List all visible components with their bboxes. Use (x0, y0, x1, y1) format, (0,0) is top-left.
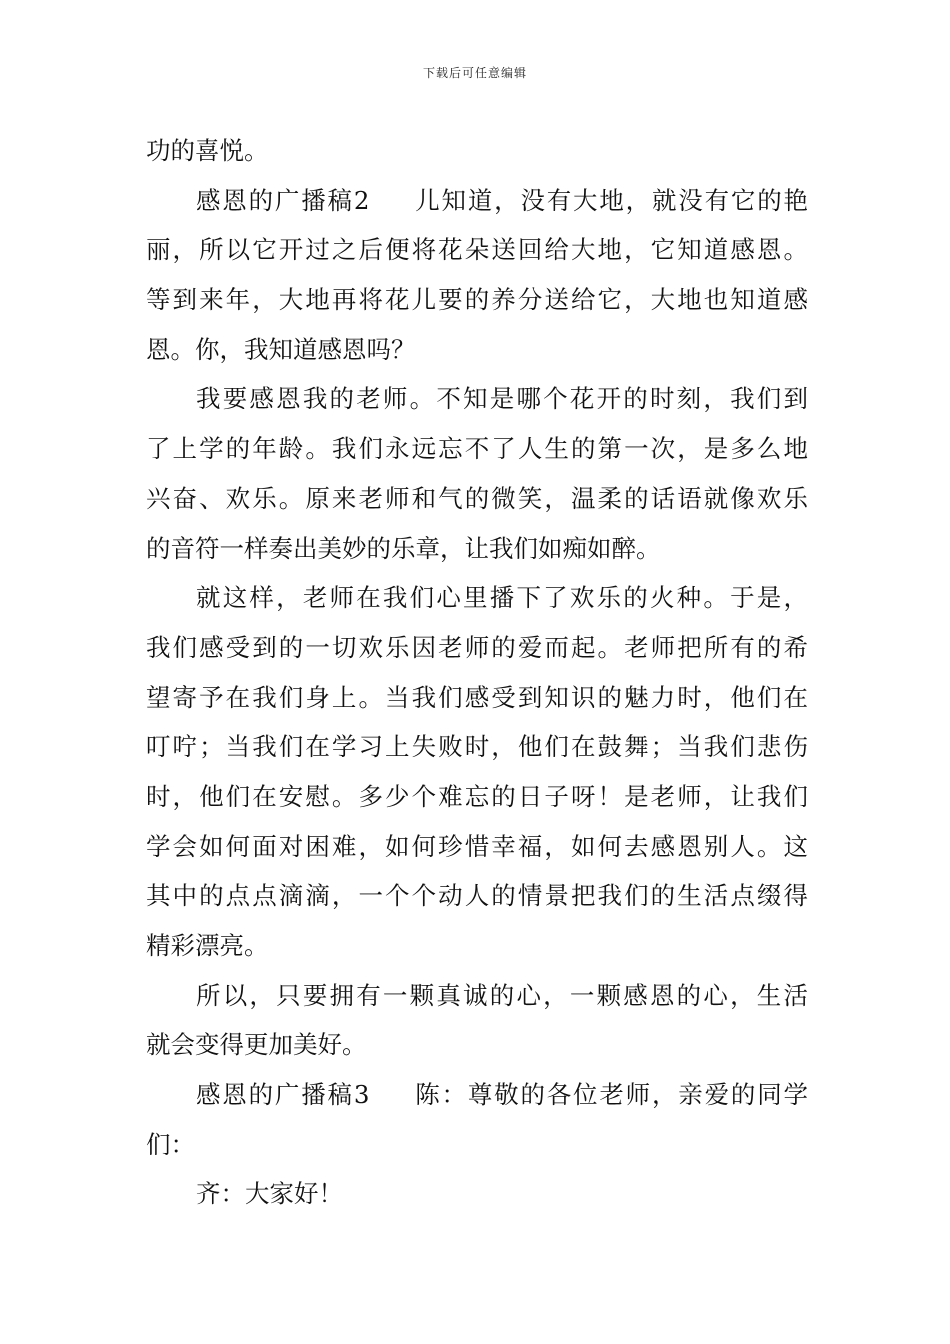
text-line (146, 971, 808, 1021)
line-text: 的音符一样奏出美妙的乐章，让我们如痴如醉。 (146, 533, 661, 563)
line-text: 我要感恩我的老师。不知是哪个花开的时刻，我们到 (196, 384, 808, 414)
text-line (146, 1169, 808, 1219)
line-text: 望寄予在我们身上。当我们感受到知识的魅力时，他们在 (146, 682, 808, 712)
line-text: 功的喜悦。 (146, 136, 269, 165)
line-text: 就会变得更加美好。 (146, 1030, 367, 1060)
line-text: 等到来年，大地再将花儿要的养分送给它，大地也知道感 (146, 285, 808, 315)
line-text: 所以，只要拥有一颗真诚的心，一颗感恩的心，生活 (196, 980, 808, 1010)
text-line (146, 524, 808, 574)
text-line (146, 722, 808, 772)
text-line (146, 871, 808, 921)
text-line (146, 573, 808, 623)
text-line (146, 1020, 808, 1070)
line-text: 我们感受到的一切欢乐因老师的爱而起。老师把所有的希 (146, 632, 808, 662)
section-title: 感恩的广播稿2 (196, 185, 370, 215)
text-line (146, 822, 808, 872)
line-text: 就这样，老师在我们心里播下了欢乐的火种。于是， (196, 583, 808, 613)
line-text: 陈：尊敬的各位老师，亲爱的同学 (413, 1080, 808, 1110)
text-line (146, 424, 808, 474)
line-text: 兴奋、欢乐。原来老师和气的微笑，温柔的话语就像欢乐 (146, 483, 808, 513)
text-line (146, 921, 808, 971)
text-line (146, 623, 808, 673)
text-line (146, 325, 808, 375)
document-body (146, 126, 808, 1219)
line-text: 叮咛；当我们在学习上失败时，他们在鼓舞；当我们悲伤 (146, 732, 808, 762)
text-line (146, 275, 808, 325)
line-text: 们： (146, 1129, 195, 1159)
line-text: 了上学的年龄。我们永远忘不了人生的第一次，是多么地 (146, 434, 808, 464)
text-line (146, 474, 808, 524)
text-line (146, 673, 808, 723)
line-text: 学会如何面对困难，如何珍惜幸福，如何去感恩别人。这 (146, 831, 808, 861)
line-text: 儿知道，没有大地，就没有它的艳 (413, 185, 808, 215)
text-line (146, 126, 808, 176)
text-line (146, 225, 808, 275)
line-text: 齐：大家好！ (196, 1179, 343, 1209)
line-text: 精彩漂亮。 (146, 931, 269, 960)
line-text: 恩。你，我知道感恩吗？ (146, 334, 416, 364)
text-line (146, 374, 808, 424)
line-text: 其中的点点滴滴，一个个动人的情景把我们的生活点缀得 (146, 881, 808, 911)
text-line (146, 772, 808, 822)
section-title: 感恩的广播稿3 (196, 1080, 370, 1110)
line-text: 时，他们在安慰。多少个难忘的日子呀！是老师，让我们 (146, 781, 808, 811)
text-line (146, 1070, 808, 1120)
text-line (146, 176, 808, 226)
text-line (146, 1120, 808, 1170)
page-header: 下载后可任意编辑 (422, 66, 527, 80)
line-text: 丽，所以它开过之后便将花朵送回给大地，它知道感恩。 (146, 235, 808, 265)
